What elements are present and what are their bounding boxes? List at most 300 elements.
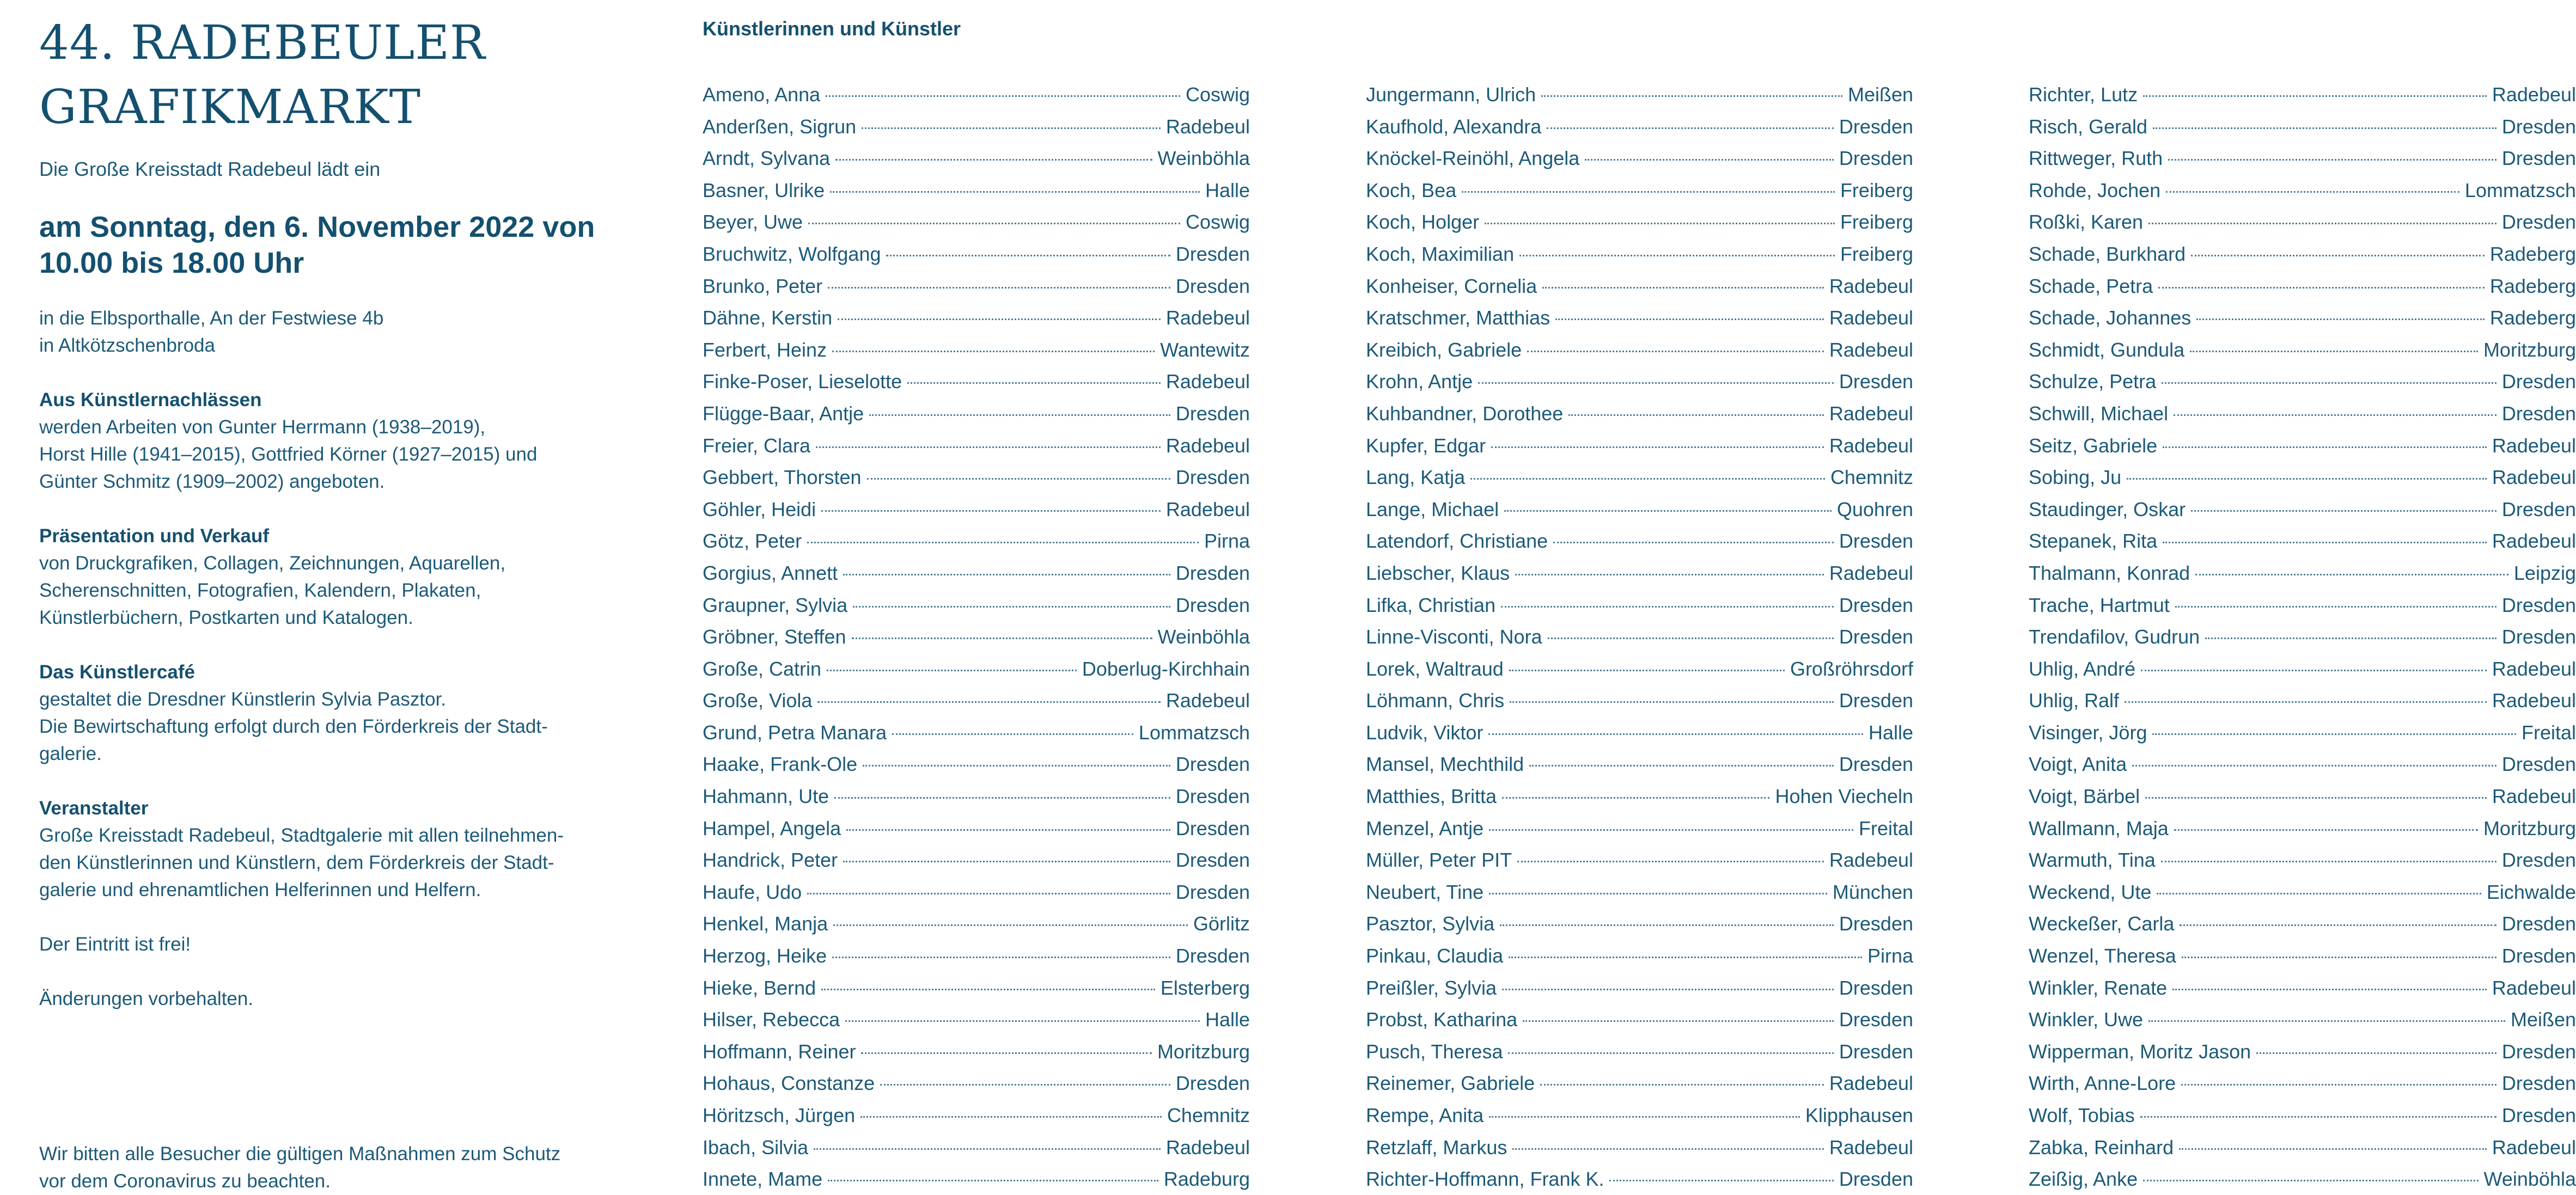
artist-name: Ibach, Silvia [703, 1136, 809, 1159]
artist-name: Voigt, Bärbel [2029, 785, 2140, 808]
artist-entry [703, 111, 1250, 143]
artist-city: Lommatzsch [2464, 179, 2576, 201]
dot-leader [1509, 670, 1785, 671]
section-line: galerie. [39, 743, 102, 764]
dot-leader [2181, 1084, 2496, 1086]
artist-entry [1366, 1004, 1913, 1036]
artist-name: Menzel, Antje [1366, 817, 1484, 839]
artist-column-1 [703, 79, 1250, 1195]
artist-entry [703, 685, 1250, 717]
artist-city: Freiberg [1840, 211, 1913, 234]
dot-leader [821, 989, 1155, 990]
artist-name: Bruchwitz, Wolfgang [703, 242, 881, 265]
artist-name: Beyer, Uwe [703, 211, 803, 234]
artist-name: Weckend, Ute [2029, 880, 2152, 903]
artist-name: Kreibich, Gabriele [1366, 338, 1522, 361]
artist-city: Dresden [1175, 466, 1250, 489]
artist-city: Weinböhla [1157, 147, 1250, 170]
artist-name: Schade, Petra [2029, 274, 2153, 297]
dot-leader [2125, 701, 2487, 703]
artist-city: Klipphausen [1805, 1104, 1913, 1126]
dot-leader [1510, 701, 1834, 703]
artist-name: Hahmann, Ute [703, 785, 829, 808]
artist-city: Radebeul [1165, 498, 1250, 520]
artist-city: Dresden [1839, 1168, 1913, 1191]
artist-name: Retzlaff, Markus [1366, 1136, 1507, 1159]
dot-leader [2182, 957, 2496, 958]
artist-entry [1366, 494, 1913, 526]
artist-name: Uhlig, Ralf [2029, 689, 2120, 712]
artist-name: Krohn, Antje [1366, 370, 1473, 393]
artist-city: Dresden [1175, 880, 1250, 903]
artist-entry [2029, 1004, 2576, 1036]
artist-entry [703, 430, 1250, 462]
dot-leader [1491, 446, 1824, 448]
dot-leader [2195, 574, 2508, 575]
section-line: gestaltet die Dresdner Künstlerin Sylvia Pasztor. [39, 689, 447, 710]
artist-name: Richter-Hoffmann, Frank K. [1366, 1168, 1604, 1191]
artist-entry [1366, 557, 1913, 590]
artist-city: Dresden [2501, 498, 2576, 520]
dot-leader [834, 797, 1170, 799]
artist-entry [1366, 238, 1913, 271]
artist-entry [703, 462, 1250, 494]
title-line-2: GRAFIKMARKT [39, 80, 421, 134]
artist-city: Dresden [1175, 849, 1250, 872]
artist-city: Meißen [2510, 1008, 2576, 1031]
artist-city: Dresden [1839, 626, 1913, 648]
artist-name: Voigt, Anita [2029, 753, 2127, 776]
event-date [39, 209, 627, 281]
artist-entry [2029, 621, 2576, 653]
artist-name: Große, Viola [703, 689, 813, 712]
artist-column-3 [2029, 79, 2576, 1195]
artist-entry [703, 1004, 1250, 1036]
artist-entry [1366, 653, 1913, 685]
artist-entry [1366, 271, 1913, 303]
artist-entry [2029, 813, 2576, 845]
artist-entry [2029, 749, 2576, 781]
artist-name: Preißler, Sylvia [1366, 976, 1497, 999]
artist-entry [703, 590, 1250, 622]
artist-name: Stepanek, Rita [2029, 530, 2158, 553]
artist-name: Wolf, Tobias [2029, 1104, 2135, 1126]
artist-name: Schulze, Petra [2029, 370, 2157, 393]
artist-name: Zeißig, Anke [2029, 1168, 2138, 1191]
artist-entry [1366, 621, 1913, 653]
dot-leader [2143, 1180, 2478, 1181]
artist-city: Chemnitz [1830, 466, 1913, 489]
artist-entry [703, 525, 1250, 557]
artist-name: Latendorf, Christiane [1366, 530, 1548, 553]
artist-list-title: Künstlerinnen und Künstler [703, 17, 961, 40]
dot-leader [821, 510, 1161, 512]
dot-leader [838, 318, 1161, 320]
artist-entry [703, 972, 1250, 1004]
dot-leader [1462, 191, 1835, 193]
dot-leader [1478, 382, 1834, 384]
artist-city: Dresden [1839, 147, 1913, 170]
artist-entry [1366, 1132, 1913, 1164]
artist-name: Reinemer, Gabriele [1366, 1072, 1535, 1095]
artist-name: Seitz, Gabriele [2029, 434, 2158, 457]
artist-entry [2029, 494, 2576, 526]
artist-entry [2029, 717, 2576, 749]
artist-city: Dresden [1839, 976, 1913, 999]
artist-city: Dresden [2501, 370, 2576, 393]
artist-entry [1366, 430, 1913, 462]
artist-name: Probst, Katharina [1366, 1008, 1518, 1031]
dot-leader [1500, 924, 1834, 926]
dot-leader [1527, 351, 1824, 352]
dot-leader [1585, 159, 1834, 161]
artist-city: Eichwalde [2486, 880, 2576, 903]
artist-city: Dresden [1175, 1072, 1250, 1095]
artist-name: Hoffmann, Reiner [703, 1040, 856, 1063]
artist-entry [1366, 302, 1913, 334]
dot-leader [1555, 318, 1824, 320]
dot-leader [2161, 861, 2496, 862]
dot-leader [807, 542, 1199, 543]
artist-city: Dresden [1175, 561, 1250, 584]
dot-leader [817, 701, 1160, 703]
artist-city: Coswig [1185, 211, 1250, 234]
artist-city: Halle [1205, 179, 1250, 201]
artist-city: Radebeul [2492, 689, 2576, 712]
artist-city: Dresden [2501, 1104, 2576, 1126]
artist-entry [703, 302, 1250, 334]
artist-name: Grund, Petra Manara [703, 721, 887, 744]
artist-city: Dresden [1839, 115, 1913, 138]
dot-leader [2143, 95, 2487, 97]
artist-city: Radebeul [1165, 370, 1250, 393]
artist-name: Trendafilov, Gudrun [2029, 626, 2200, 648]
artist-city: Radebeul [2492, 657, 2576, 680]
artist-city: Görlitz [1193, 912, 1250, 935]
artist-entry [703, 653, 1250, 685]
artist-entry [703, 143, 1250, 175]
artist-city: Radeberg [2489, 307, 2576, 329]
artist-city: Radebeul [1829, 561, 1913, 584]
dot-leader [828, 1180, 1158, 1181]
artist-city: Moritzburg [1157, 1040, 1250, 1063]
artist-name: Pinkau, Claudia [1366, 945, 1504, 967]
artist-city: Freiberg [1840, 242, 1913, 265]
dot-leader [2172, 989, 2487, 990]
dot-leader [832, 957, 1170, 958]
dot-leader [1517, 861, 1824, 862]
artist-entry [1366, 908, 1913, 940]
artist-name: Haufe, Udo [703, 880, 802, 903]
artist-name: Höritzsch, Jürgen [703, 1104, 856, 1126]
artist-entry [703, 1132, 1250, 1164]
artist-city: Dresden [1839, 593, 1913, 616]
dot-leader [807, 893, 1170, 894]
dot-leader [2168, 159, 2496, 161]
artist-city: Radebeul [1829, 338, 1913, 361]
artist-city: Radebeul [1829, 402, 1913, 425]
artist-entry [703, 175, 1250, 207]
dot-leader [2163, 446, 2487, 448]
artist-city: Coswig [1185, 83, 1250, 106]
dot-leader [2141, 670, 2487, 671]
dot-leader [1509, 957, 1862, 958]
artist-name: Anderßen, Sigrun [703, 115, 857, 138]
dot-leader [2140, 1116, 2496, 1118]
artist-city: Dresden [2501, 849, 2576, 872]
artist-entry [703, 79, 1250, 111]
dot-leader [1609, 1180, 1833, 1181]
artist-city: Dresden [2501, 945, 2576, 967]
dot-leader [1470, 478, 1825, 480]
artist-entry [2029, 238, 2576, 271]
artist-name: Linne-Visconti, Nora [1366, 626, 1542, 648]
artist-entry [1366, 1100, 1913, 1132]
artist-entry [703, 238, 1250, 271]
artist-entry [2029, 111, 2576, 143]
artist-name: Koch, Bea [1366, 179, 1457, 201]
section-nachlaesse [39, 387, 627, 495]
artist-name: Götz, Peter [703, 530, 802, 553]
artist-name: Brunko, Peter [703, 274, 823, 297]
artist-entry [2029, 366, 2576, 398]
artist-name: Gröbner, Steffen [703, 626, 846, 648]
artist-name: Kupfer, Edgar [1366, 434, 1486, 457]
artist-name: Lang, Katja [1366, 466, 1466, 489]
artist-entry [1366, 940, 1913, 972]
artist-entry [1366, 175, 1913, 207]
dot-leader [2158, 287, 2485, 289]
artist-name: Freier, Clara [703, 434, 811, 457]
artist-name: Ludvik, Viktor [1366, 721, 1484, 744]
artist-name: Dähne, Kerstin [703, 307, 833, 329]
artist-entry [1366, 1068, 1913, 1100]
artist-city: Chemnitz [1167, 1104, 1250, 1126]
artist-entry [703, 1100, 1250, 1132]
artist-name: Göhler, Heidi [703, 498, 816, 520]
artist-name: Pasztor, Sylvia [1366, 912, 1495, 935]
artist-entry [2029, 781, 2576, 813]
section-heading: Veranstalter [39, 798, 149, 819]
artist-entry [1366, 813, 1913, 845]
artist-entry [703, 781, 1250, 813]
section-heading: Das Künstlercafé [39, 661, 195, 683]
artist-city: Dresden [1175, 274, 1250, 297]
artist-entry [2029, 908, 2576, 940]
artist-city: Radebeul [1829, 1072, 1913, 1095]
dot-leader [2145, 797, 2487, 799]
artist-city: Freiberg [1840, 179, 1913, 201]
artist-name: Jungermann, Ulrich [1366, 83, 1536, 106]
artist-city: Dresden [1839, 530, 1913, 553]
artist-entry [703, 717, 1250, 749]
event-info-panel [39, 11, 627, 1195]
dot-leader [1502, 797, 1769, 799]
artist-city: Hohen Viecheln [1775, 785, 1913, 808]
artist-city: Dresden [1839, 912, 1913, 935]
artist-entry [2029, 972, 2576, 1004]
artist-entry [703, 877, 1250, 909]
artist-entry [2029, 334, 2576, 366]
artist-city: Dresden [2501, 211, 2576, 234]
artist-city: Dresden [1175, 785, 1250, 808]
artist-name: Konheiser, Cornelia [1366, 274, 1537, 297]
dot-leader [1547, 127, 1834, 129]
corona-notice [39, 1141, 560, 1195]
artist-city: Pirna [1867, 945, 1913, 967]
artist-city: Radebeul [1829, 434, 1913, 457]
artist-name: Pusch, Theresa [1366, 1040, 1503, 1063]
changes-note: Änderungen vorbehalten. [39, 988, 254, 1009]
artist-entry [1366, 590, 1913, 622]
dot-leader [2191, 255, 2485, 256]
dot-leader [843, 574, 1170, 575]
artist-city: Radebeul [2492, 466, 2576, 489]
dot-leader [835, 159, 1152, 161]
artist-name: Haake, Frank-Ole [703, 753, 858, 776]
artist-name: Innete, Mame [703, 1168, 823, 1191]
artist-entry [2029, 271, 2576, 303]
artist-city: Dresden [1839, 753, 1913, 776]
artist-city: Moritzburg [2483, 817, 2576, 839]
dot-leader [1540, 1084, 1824, 1086]
artist-name: Neubert, Tine [1366, 880, 1484, 903]
section-line: Große Kreisstadt Radebeul, Stadtgalerie mit allen teilnehmen- [39, 825, 564, 846]
artist-city: Dresden [1839, 370, 1913, 393]
artist-entry [2029, 653, 2576, 685]
artist-name: Matthies, Britta [1366, 785, 1497, 808]
dot-leader [2148, 1020, 2505, 1022]
artist-city: Dresden [1175, 817, 1250, 839]
dot-leader [1501, 606, 1834, 608]
artist-city: Radebeul [1165, 307, 1250, 329]
artist-city: Dresden [2501, 753, 2576, 776]
section-line: galerie und ehrenamtlichen Helferinnen und Helfern. [39, 879, 481, 900]
dot-leader [1568, 414, 1824, 416]
artist-city: Radeberg [2489, 274, 2576, 297]
artist-entry [2029, 398, 2576, 430]
dot-leader [2196, 318, 2485, 320]
artist-name: Schade, Johannes [2029, 307, 2192, 329]
artist-entry [2029, 557, 2576, 590]
corona-line-2: vor dem Coronavirus zu beachten. [39, 1171, 331, 1192]
artist-name: Lifka, Christian [1366, 593, 1496, 616]
dot-leader [832, 351, 1155, 352]
artist-city: Dresden [1175, 242, 1250, 265]
dot-leader [1519, 255, 1835, 256]
artist-city: Radebeul [2492, 434, 2576, 457]
artist-name: Sobing, Ju [2029, 466, 2122, 489]
artist-entry [2029, 940, 2576, 972]
artist-city: Leipzig [2513, 561, 2576, 584]
artist-entry [2029, 175, 2576, 207]
artist-city: Radebeul [2492, 976, 2576, 999]
artist-entry [2029, 462, 2576, 494]
event-date-line-2: 10.00 bis 18.00 Uhr [39, 247, 304, 279]
artist-name: Weckeßer, Carla [2029, 912, 2175, 935]
dot-leader [2190, 351, 2478, 352]
artist-entry [703, 940, 1250, 972]
location-line-1: in die Elbsporthalle, An der Festwiese 4b [39, 308, 384, 329]
artist-name: Winkler, Uwe [2029, 1008, 2144, 1031]
dot-leader [869, 414, 1170, 416]
artist-entry [1366, 398, 1913, 430]
artist-name: Gebbert, Thorsten [703, 466, 862, 489]
dot-leader [826, 95, 1180, 97]
artist-name: Visinger, Jörg [2029, 721, 2147, 744]
location-line-2: in Altkötzschenbroda [39, 335, 215, 356]
artist-city: Dresden [1175, 945, 1250, 967]
artist-city: Elsterberg [1160, 976, 1250, 999]
artist-name: Basner, Ulrike [703, 179, 825, 201]
dot-leader [2152, 733, 2516, 735]
artist-city: Dresden [1175, 402, 1250, 425]
artist-entry [1366, 143, 1913, 175]
artist-name: Gorgius, Annett [703, 561, 838, 584]
dot-leader [843, 861, 1170, 862]
artist-city: Lommatzsch [1138, 721, 1250, 744]
section-kuenstlercafe [39, 659, 627, 768]
artist-city: Freital [2521, 721, 2576, 744]
event-location [39, 305, 627, 359]
artist-name: Uhlig, André [2029, 657, 2136, 680]
dot-leader [1529, 765, 1834, 767]
artist-name: Rempe, Anita [1366, 1104, 1484, 1126]
artist-name: Wallmann, Maja [2029, 817, 2169, 839]
artist-name: Richter, Lutz [2029, 83, 2138, 106]
section-line: Günter Schmitz (1909–2002) angeboten. [39, 471, 385, 492]
artist-entry [2029, 1036, 2576, 1068]
artist-name: Wenzel, Theresa [2029, 945, 2176, 967]
dot-leader [2180, 924, 2496, 926]
artist-name: Wipperman, Moritz Jason [2029, 1040, 2251, 1063]
artist-name: Rohde, Jochen [2029, 179, 2161, 201]
artist-city: Moritzburg [2483, 338, 2576, 361]
main-title [39, 11, 627, 139]
artist-city: Radebeul [2492, 1136, 2576, 1159]
intro-text: Die Große Kreisstadt Radebeul lädt ein [39, 158, 381, 180]
artist-city: München [1832, 880, 1913, 903]
event-date-line-1: am Sonntag, den 6. November 2022 von [39, 211, 595, 243]
artist-name: Henkel, Manja [703, 912, 828, 935]
artist-city: Radeburg [1163, 1168, 1250, 1191]
artist-entry [703, 557, 1250, 590]
artist-name: Ameno, Anna [703, 83, 821, 106]
artist-entry [1366, 717, 1913, 749]
artist-name: Hilser, Rebecca [703, 1008, 840, 1031]
artist-name: Löhmann, Chris [1366, 689, 1505, 712]
section-heading: Präsentation und Verkauf [39, 525, 270, 547]
free-entry-note: Der Eintritt ist frei! [39, 934, 191, 955]
dot-leader [833, 924, 1188, 926]
artist-name: Hampel, Angela [703, 817, 841, 839]
artist-city: Radebeul [2492, 785, 2576, 808]
dot-leader [1548, 638, 1834, 639]
dot-leader [892, 733, 1133, 735]
section-line: den Künstlerinnen und Künstlern, dem Förderkreis der Stadt- [39, 852, 554, 873]
artist-city: Pirna [1204, 530, 1250, 553]
artist-city: Radebeul [1829, 307, 1913, 329]
artist-entry [1366, 334, 1913, 366]
artist-entry [2029, 525, 2576, 557]
artist-entry [703, 398, 1250, 430]
artist-name: Große, Catrin [703, 657, 822, 680]
dot-leader [880, 1084, 1170, 1086]
dot-leader [2174, 829, 2478, 831]
dot-leader [1508, 1052, 1833, 1054]
artist-name: Liebscher, Klaus [1366, 561, 1510, 584]
dot-leader [2205, 638, 2496, 639]
